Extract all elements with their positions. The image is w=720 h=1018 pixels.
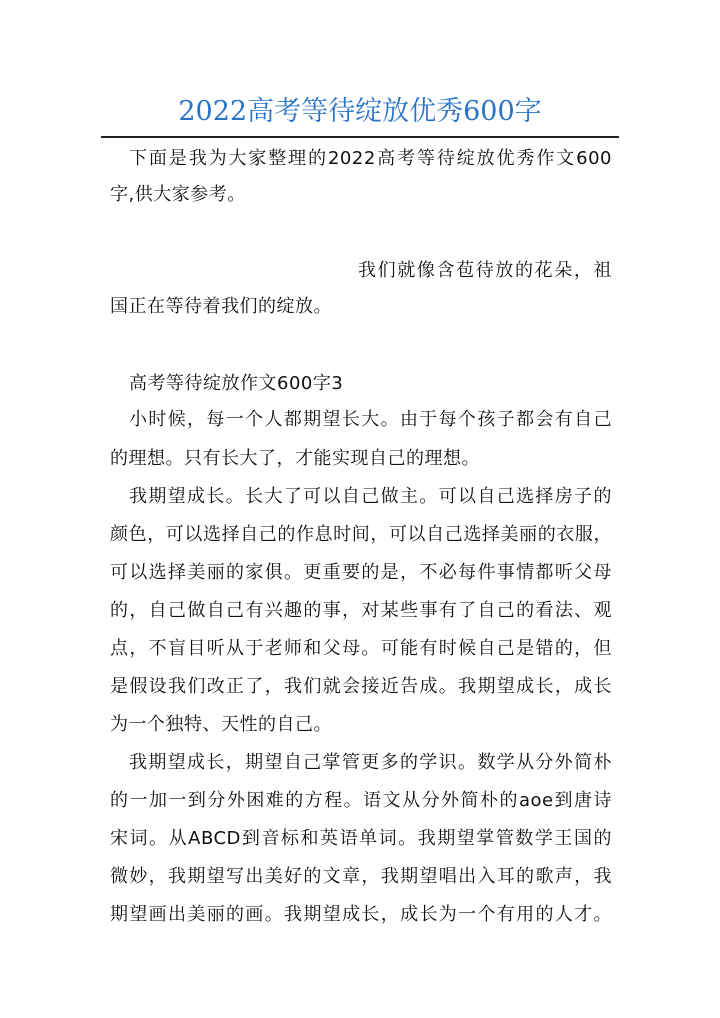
- quote-line-1: 我们就像含苞待放的花朵，祖: [358, 260, 612, 281]
- paragraph-2-line: 的，自己做自己有兴趣的事，对某些事有了自己的看法、观: [110, 600, 612, 621]
- intro-line-2: 字,供大家参考。: [110, 184, 246, 205]
- paragraph-2-line: 为一个独特、天性的自己。: [110, 714, 332, 735]
- paragraph-3-line: 我期望成长，期望自己掌管更多的学识。数学从分外简朴: [129, 752, 612, 773]
- paragraph-1-line: 小时候，每一个人都期望长大。由于每个孩子都会有自己: [129, 409, 612, 430]
- essay-heading: 高考等待绽放作文600字3: [129, 373, 344, 394]
- paragraph-1-line: 的理想。只有长大了，才能实现自己的理想。: [110, 448, 480, 469]
- paragraph-2-line: 可以选择美丽的家俱。更重要的是，不必每件事情都听父母: [110, 562, 612, 583]
- paragraph-3-line: 宋词。从ABCD到音标和英语单词。我期望掌管数学王国的: [110, 828, 612, 849]
- intro-line-1: 下面是我为大家整理的2022高考等待绽放优秀作文600: [129, 148, 612, 169]
- paragraph-2-line: 是假设我们改正了，我们就会接近告成。我期望成长，成长: [110, 676, 612, 697]
- paragraph-3-line: 微妙，我期望写出美好的文章，我期望唱出入耳的歌声，我: [110, 866, 612, 887]
- paragraph-2-line: 点，不盲目听从于老师和父母。可能有时候自己是错的，但: [110, 638, 612, 659]
- quote-line-2: 国正在等待着我们的绽放。: [110, 296, 332, 317]
- paragraph-2-line: 颜色，可以选择自己的作息时间，可以自己选择美丽的衣服，: [110, 524, 612, 545]
- title-divider: [101, 136, 619, 138]
- paragraph-3-line: 期望画出美丽的画。我期望成长，成长为一个有用的人才。: [110, 904, 612, 925]
- paragraph-3-line: 的一加一到分外困难的方程。语文从分外简朴的aoe到唐诗: [110, 790, 612, 811]
- document-title: 2022高考等待绽放优秀600字: [178, 96, 542, 127]
- paragraph-2-line: 我期望成长。长大了可以自己做主。可以自己选择房子的: [129, 486, 612, 507]
